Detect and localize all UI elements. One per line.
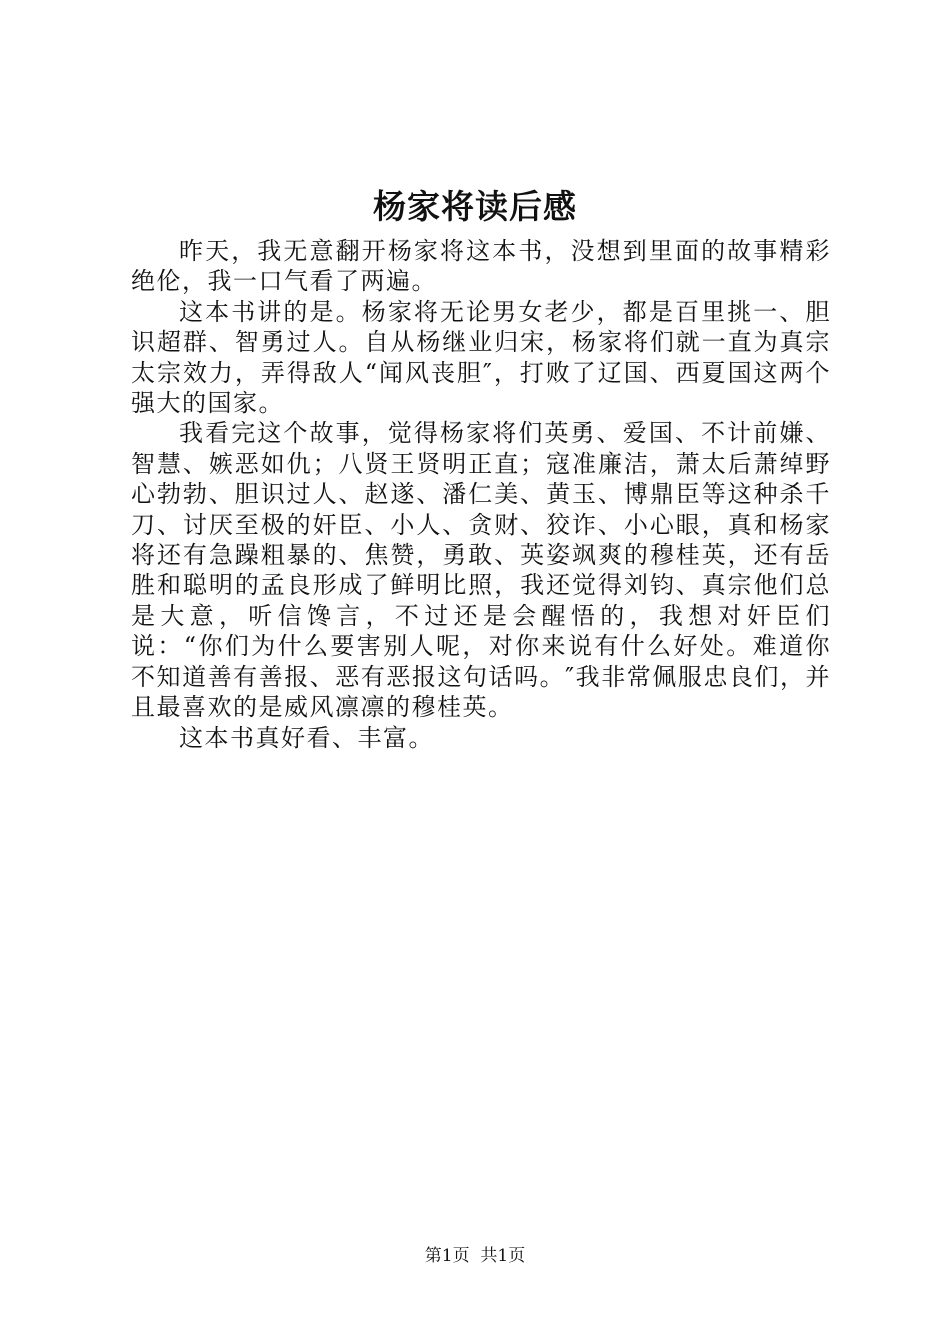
paragraph-4: 这本书真好看、丰富。: [179, 723, 434, 752]
page-footer: [0, 1244, 950, 1268]
document-title: 杨家将读后感: [373, 187, 577, 226]
page-total: 共1页: [480, 1246, 526, 1266]
paragraph-2: 这本书讲的是。杨家将无论男女老少，都是百里挑一、胆识超群、智勇过人。自从杨继业归宋，杨家将们就一直为真宗太宗效力，弄得敌人“闻风丧胆″，打败了辽国、西夏国这两个强大的国家。: [131, 297, 831, 418]
document-body: [131, 236, 831, 753]
paragraph-1: 昨天，我无意翻开杨家将这本书，没想到里面的故事精彩绝伦，我一口气看了两遍。: [131, 237, 831, 296]
page-number: 第1页: [424, 1246, 470, 1266]
paragraph-3: 我看完这个故事，觉得杨家将们英勇、爱国、不计前嫌、智慧、嫉恶如仇；八贤王贤明正直；寇准廉洁，萧太后萧绰野心勃勃、胆识过人、赵遂、潘仁美、黄玉、博鼎臣等这种杀千刀、讨厌至极的奸臣、小人、贪财、狡诈、小心眼，真和杨家将还有急躁粗暴的、焦赞，勇敢、英姿飒爽的穆桂英，还有岳胜和聪明的孟良形成了鲜明比照，我还觉得刘钧、真宗他们总是大意，听信馋言，不过还是会醒悟的，我想对奸臣们说：“你们为什么要害别人呢，对你来说有什么好处。难道你不知道善有善报、恶有恶报这句话吗。″我非常佩服忠良们，并且最喜欢的是威风凛凛的穆桂英。: [131, 419, 831, 722]
